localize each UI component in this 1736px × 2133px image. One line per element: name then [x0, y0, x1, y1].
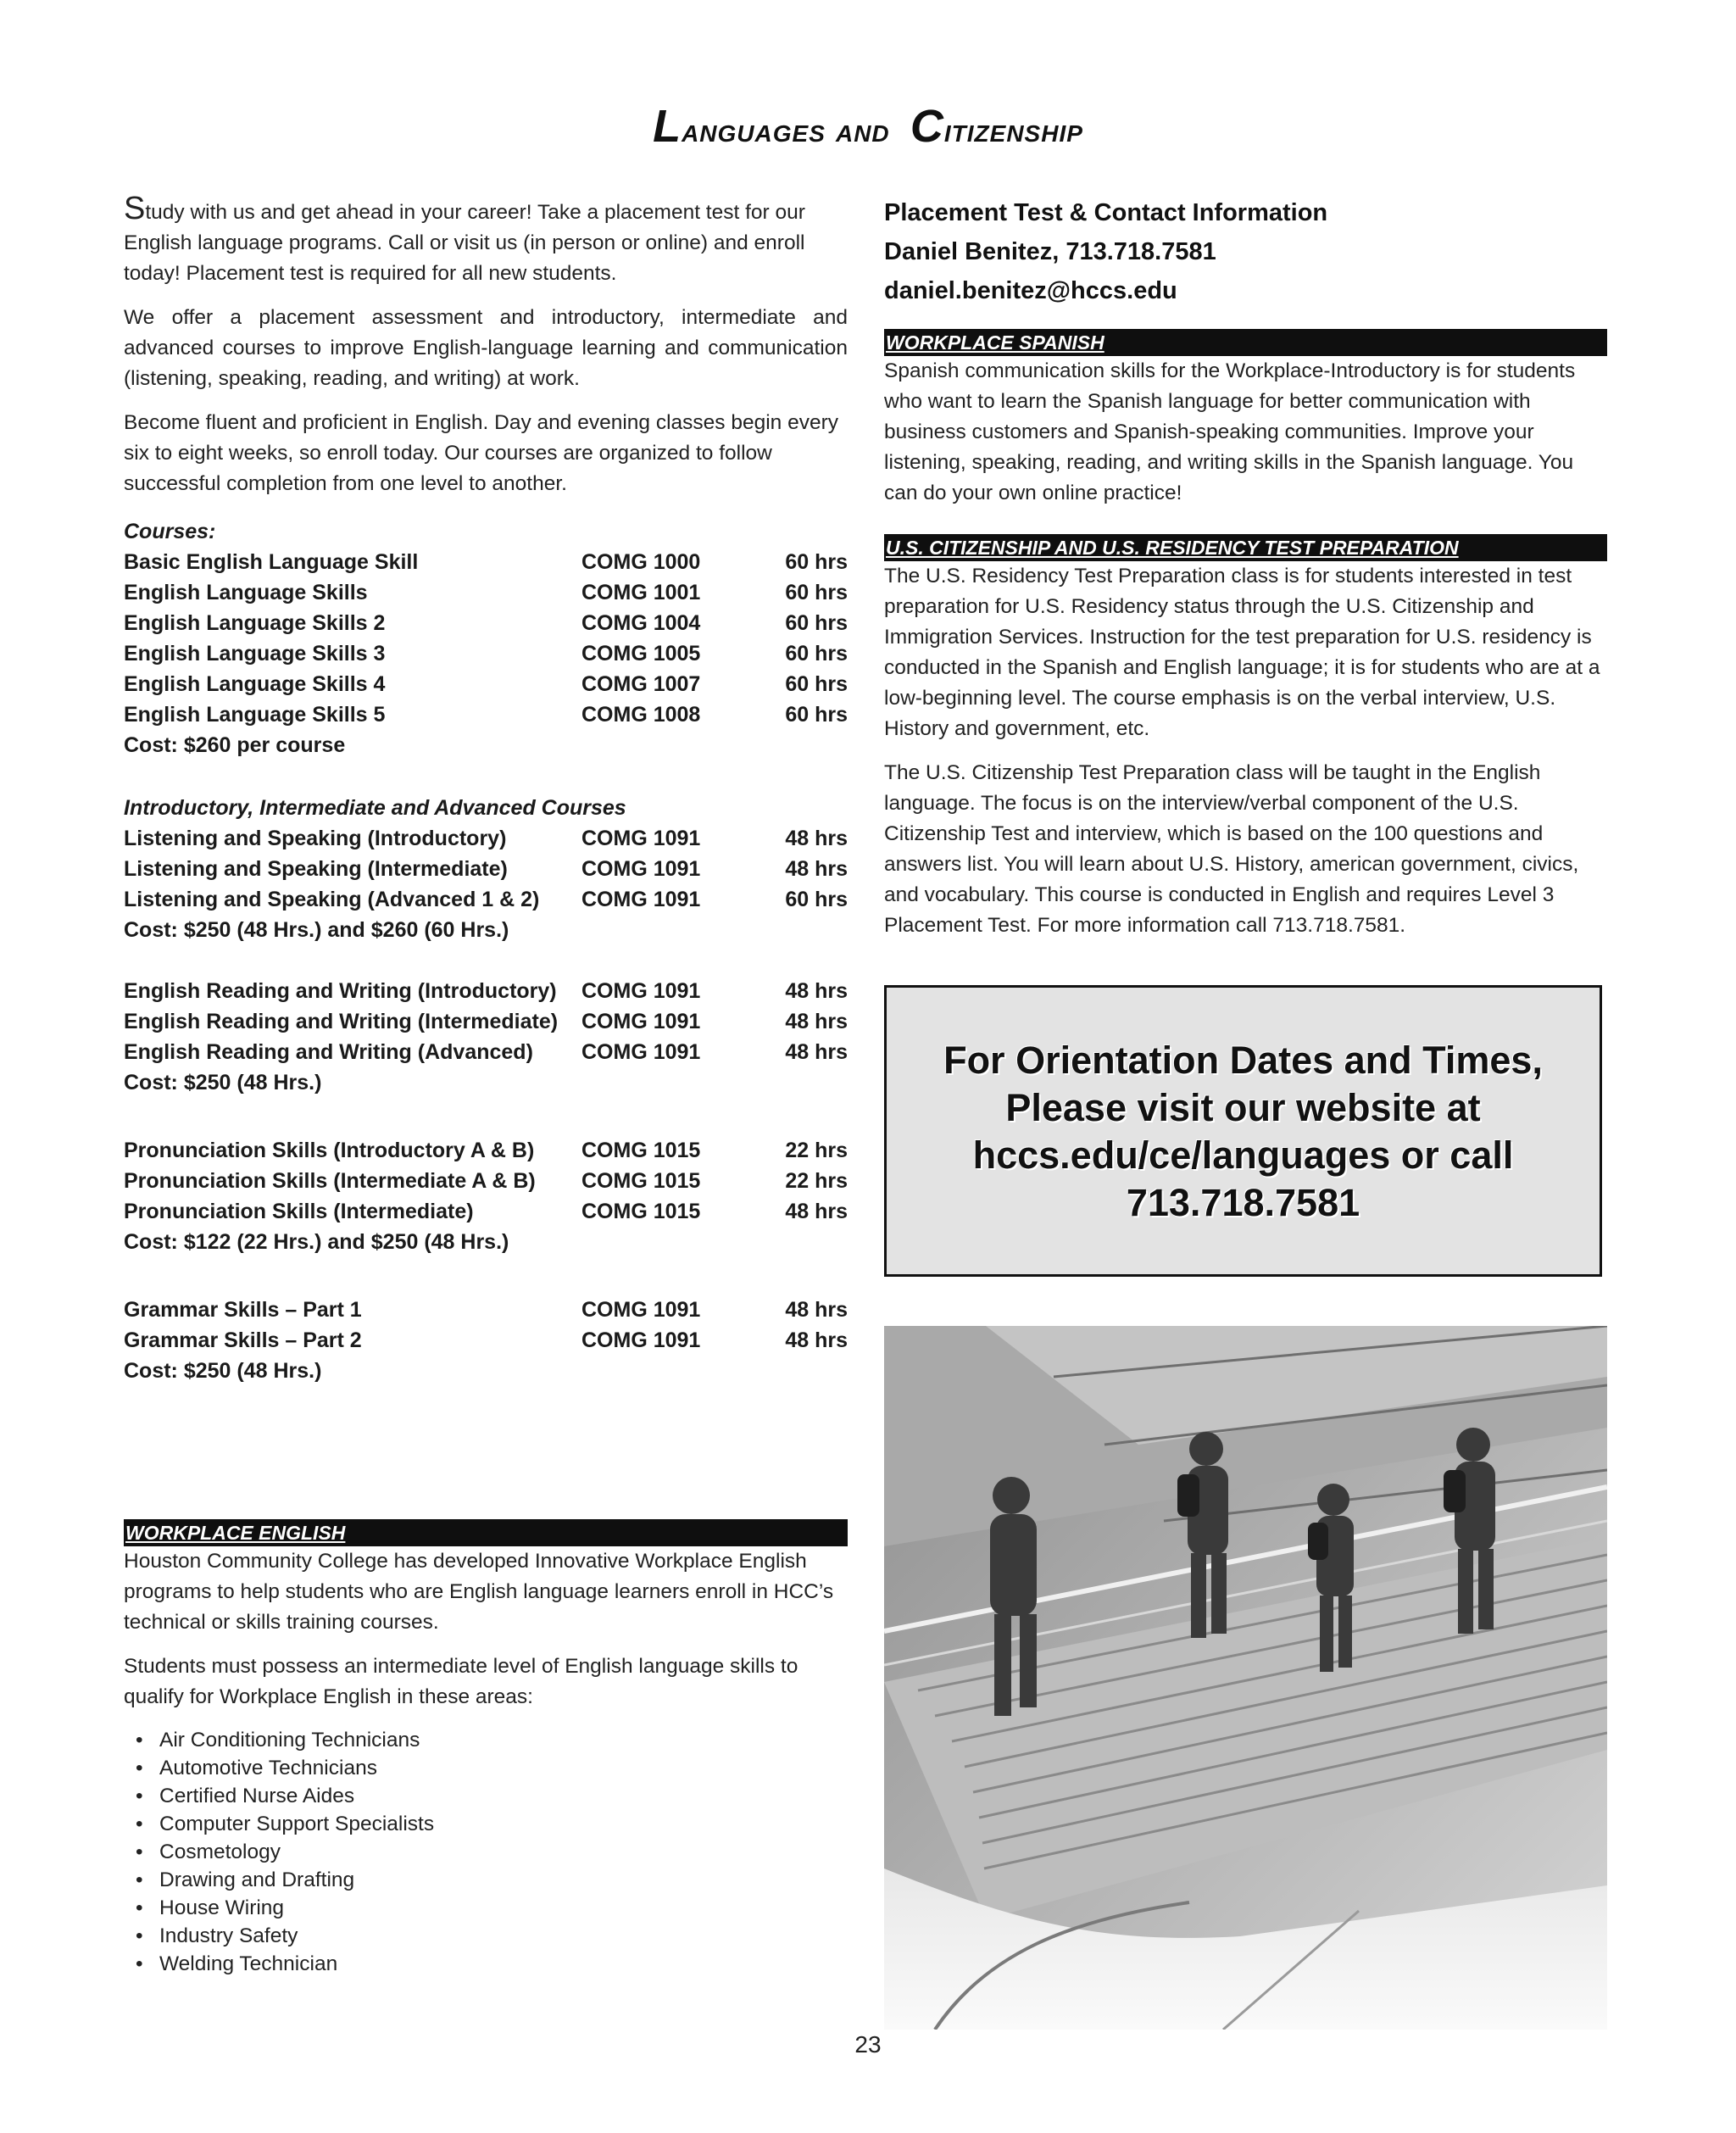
course-name: Grammar Skills – Part 2	[124, 1328, 362, 1352]
intro-paragraph-2: We offer a placement assessment and introductory, intermediate and advanced courses to improve English-language learning and communication (listening, speaking, reading, and writing) at work.	[124, 306, 848, 390]
bullet-icon: •	[136, 1785, 143, 1807]
right-column	[884, 193, 1607, 955]
title-cap-1: L	[653, 101, 682, 152]
page-title	[0, 100, 1736, 153]
course-hours: 48 hrs	[785, 827, 848, 850]
listening-cost: Cost: $250 (48 Hrs.) and $260 (60 Hrs.)	[124, 918, 509, 942]
citizenship-p1: The U.S. Residency Test Preparation class is for students interested in test preparation for U.S. Residency status through the U.S. Citizenship and Immigration Services. Instruction for the test preparation for U.S. residency is conducted in the Spanish and English language; it is for students who are at a low-beginning level. The course emphasis is on the verbal interview, U.S. History and government, etc.	[884, 565, 1600, 740]
workplace-english-p2: Students must possess an intermediate level of English language skills to qualify for Workplace English in these areas:	[124, 1655, 798, 1708]
workplace-spanish-heading: WORKPLACE SPANISH	[884, 329, 1607, 356]
course-code: COMG 1091	[581, 1010, 701, 1033]
course-row	[124, 608, 848, 638]
listening-course-list	[124, 823, 848, 915]
workplace-english-item-label: Certified Nurse Aides	[159, 1785, 355, 1807]
course-code: COMG 1091	[581, 1298, 701, 1322]
workplace-english-item	[124, 1754, 848, 1782]
course-hours: 60 hrs	[785, 581, 848, 604]
intro-dropcap: S	[124, 191, 146, 226]
ias-heading: Introductory, Intermediate and Advanced Courses	[124, 796, 626, 820]
pronunciation-course-list	[124, 1135, 848, 1227]
citizenship-heading: U.S. CITIZENSHIP AND U.S. RESIDENCY TEST PREPARATION	[884, 534, 1607, 561]
course-code: COMG 1005	[581, 642, 701, 666]
workplace-english-item	[124, 1726, 848, 1754]
course-name: Listening and Speaking (Advanced 1 & 2)	[124, 888, 540, 911]
courses-heading: Courses:	[124, 520, 216, 543]
course-hours: 60 hrs	[785, 672, 848, 696]
workplace-english-list	[124, 1726, 848, 1978]
bullet-icon: •	[136, 1896, 143, 1919]
workplace-english-item	[124, 1810, 848, 1838]
students-staircase-photo	[884, 1326, 1607, 2030]
course-hours: 48 hrs	[785, 979, 848, 1003]
course-name: Pronunciation Skills (Introductory A & B)	[124, 1139, 535, 1162]
course-row	[124, 1325, 848, 1356]
workplace-english-item-label: Cosmetology	[159, 1841, 281, 1863]
intro-paragraph-3: Become fluent and proficient in English. Day and evening classes begin every six to eight weeks, so enroll today. Our courses are organized to follow successful completion from one level to another.	[124, 411, 839, 495]
course-row	[124, 823, 848, 854]
course-hours: 60 hrs	[785, 703, 848, 727]
course-hours: 22 hrs	[785, 1169, 848, 1193]
course-row	[124, 884, 848, 915]
course-hours: 48 hrs	[785, 1298, 848, 1322]
course-code: COMG 1015	[581, 1200, 701, 1223]
course-hours: 22 hrs	[785, 1139, 848, 1162]
course-row	[124, 1166, 848, 1196]
course-hours: 48 hrs	[785, 1040, 848, 1064]
contact-name-phone: Daniel Benitez, 713.718.7581	[884, 238, 1216, 265]
course-name: English Reading and Writing (Introductory)	[124, 979, 557, 1003]
intro-paragraph-1	[124, 193, 848, 289]
course-name: English Language Skills 5	[124, 703, 386, 727]
orientation-callout-text: For Orientation Dates and Times, Please visit our website at hccs.edu/ce/languages or call 713.718.7581	[943, 1039, 1543, 1224]
workplace-english-item-label: House Wiring	[159, 1896, 285, 1919]
course-row	[124, 1295, 848, 1325]
course-hours: 60 hrs	[785, 611, 848, 635]
workplace-english-p1: Houston Community College has developed Innovative Workplace English programs to help students who are English language learners enroll in HCC’s technical or skills training courses.	[124, 1550, 834, 1634]
course-name: English Language Skills	[124, 581, 368, 604]
workplace-english-item-label: Air Conditioning Technicians	[159, 1729, 420, 1752]
course-hours: 48 hrs	[785, 1010, 848, 1033]
basic-cost: Cost: $260 per course	[124, 733, 346, 757]
course-name: English Reading and Writing (Intermediate)	[124, 1010, 559, 1033]
course-name: English Language Skills 3	[124, 642, 386, 666]
course-hours: 60 hrs	[785, 888, 848, 911]
course-row	[124, 1037, 848, 1067]
bullet-icon: •	[136, 1813, 143, 1835]
course-row	[124, 577, 848, 608]
course-name: Listening and Speaking (Introductory)	[124, 827, 507, 850]
course-hours: 48 hrs	[785, 1328, 848, 1352]
course-code: COMG 1008	[581, 703, 701, 727]
course-name: Listening and Speaking (Intermediate)	[124, 857, 508, 881]
course-name: Pronunciation Skills (Intermediate A & B)	[124, 1169, 536, 1193]
course-row	[124, 854, 848, 884]
bullet-icon: •	[136, 1841, 143, 1863]
left-column	[124, 193, 848, 1386]
course-row	[124, 669, 848, 699]
workplace-english-item-label: Computer Support Specialists	[159, 1813, 435, 1835]
course-code: COMG 1000	[581, 550, 701, 574]
page-number: 23	[854, 2031, 882, 2058]
course-code: COMG 1015	[581, 1169, 701, 1193]
bullet-icon: •	[136, 1757, 143, 1779]
orientation-callout	[884, 985, 1602, 1277]
intro-p1-text: tudy with us and get ahead in your career! Take a placement test for our English language programs. Call or visit us (in person or online) and enroll today! Placement test is required for all new students.	[124, 201, 805, 285]
title-part-2: itizenship	[943, 112, 1083, 149]
bullet-icon: •	[136, 1952, 143, 1975]
course-row	[124, 1006, 848, 1037]
workplace-english-heading: WORKPLACE ENGLISH	[124, 1519, 848, 1546]
grammar-course-list	[124, 1295, 848, 1356]
grammar-cost: Cost: $250 (48 Hrs.)	[124, 1359, 322, 1383]
contact-heading: Placement Test & Contact Information	[884, 199, 1328, 226]
course-name: English Language Skills 4	[124, 672, 386, 696]
course-code: COMG 1007	[581, 672, 701, 696]
course-name: English Language Skills 2	[124, 611, 386, 635]
course-hours: 60 hrs	[785, 550, 848, 574]
workplace-english-item-label: Automotive Technicians	[159, 1757, 377, 1779]
course-code: COMG 1091	[581, 827, 701, 850]
course-code: COMG 1001	[581, 581, 701, 604]
bullet-icon: •	[136, 1868, 143, 1891]
course-name: English Reading and Writing (Advanced)	[124, 1040, 533, 1064]
citizenship-p2: The U.S. Citizenship Test Preparation class will be taught in the English language. The focus is on the interview/verbal component of the U.S. Citizenship Test and interview, which is based on the 100 questions and answers list. You will learn about U.S. History, american government, civics, and vocabulary. This course is conducted in English and requires Level 3 Placement Test. For more information call 713.718.7581.	[884, 761, 1579, 937]
course-hours: 48 hrs	[785, 1200, 848, 1223]
title-part-1: anguages and	[682, 112, 890, 149]
course-name: Pronunciation Skills (Intermediate)	[124, 1200, 474, 1223]
workplace-english-item	[124, 1838, 848, 1866]
course-code: COMG 1015	[581, 1139, 701, 1162]
course-code: COMG 1091	[581, 979, 701, 1003]
course-code: COMG 1091	[581, 1328, 701, 1352]
course-code: COMG 1091	[581, 857, 701, 881]
workplace-english-item	[124, 1894, 848, 1922]
workplace-english-item	[124, 1782, 848, 1810]
course-row	[124, 547, 848, 577]
course-code: COMG 1091	[581, 888, 701, 911]
course-row	[124, 699, 848, 730]
course-code: COMG 1004	[581, 611, 701, 635]
workplace-english-item-label: Drawing and Drafting	[159, 1868, 355, 1891]
course-code: COMG 1091	[581, 1040, 701, 1064]
workplace-english-item-label: Industry Safety	[159, 1924, 298, 1947]
title-cap-2: C	[910, 101, 944, 152]
workplace-spanish-text: Spanish communication skills for the Workplace-Introductory is for students who want to learn the Spanish language for better communication with business customers and Spanish-speaking communities. Improve your listening, speaking, reading, and writing skills in the Spanish language. You can do your own online practice!	[884, 359, 1576, 504]
basic-course-list	[124, 547, 848, 730]
workplace-english-item	[124, 1866, 848, 1894]
workplace-english-item	[124, 1950, 848, 1978]
bullet-icon: •	[136, 1729, 143, 1752]
course-row	[124, 1135, 848, 1166]
course-hours: 48 hrs	[785, 857, 848, 881]
pronunciation-cost: Cost: $122 (22 Hrs.) and $250 (48 Hrs.)	[124, 1230, 509, 1254]
course-name: Basic English Language Skill	[124, 550, 419, 574]
course-row	[124, 1196, 848, 1227]
reading-course-list	[124, 976, 848, 1067]
course-row	[124, 976, 848, 1006]
contact-email[interactable]: daniel.benitez@hccs.edu	[884, 277, 1177, 304]
workplace-english-item	[124, 1922, 848, 1950]
bullet-icon: •	[136, 1924, 143, 1947]
course-row	[124, 638, 848, 669]
course-hours: 60 hrs	[785, 642, 848, 666]
workplace-english-item-label: Welding Technician	[159, 1952, 338, 1975]
reading-cost: Cost: $250 (48 Hrs.)	[124, 1071, 322, 1094]
course-name: Grammar Skills – Part 1	[124, 1298, 362, 1322]
workplace-english-section	[124, 1519, 848, 1978]
